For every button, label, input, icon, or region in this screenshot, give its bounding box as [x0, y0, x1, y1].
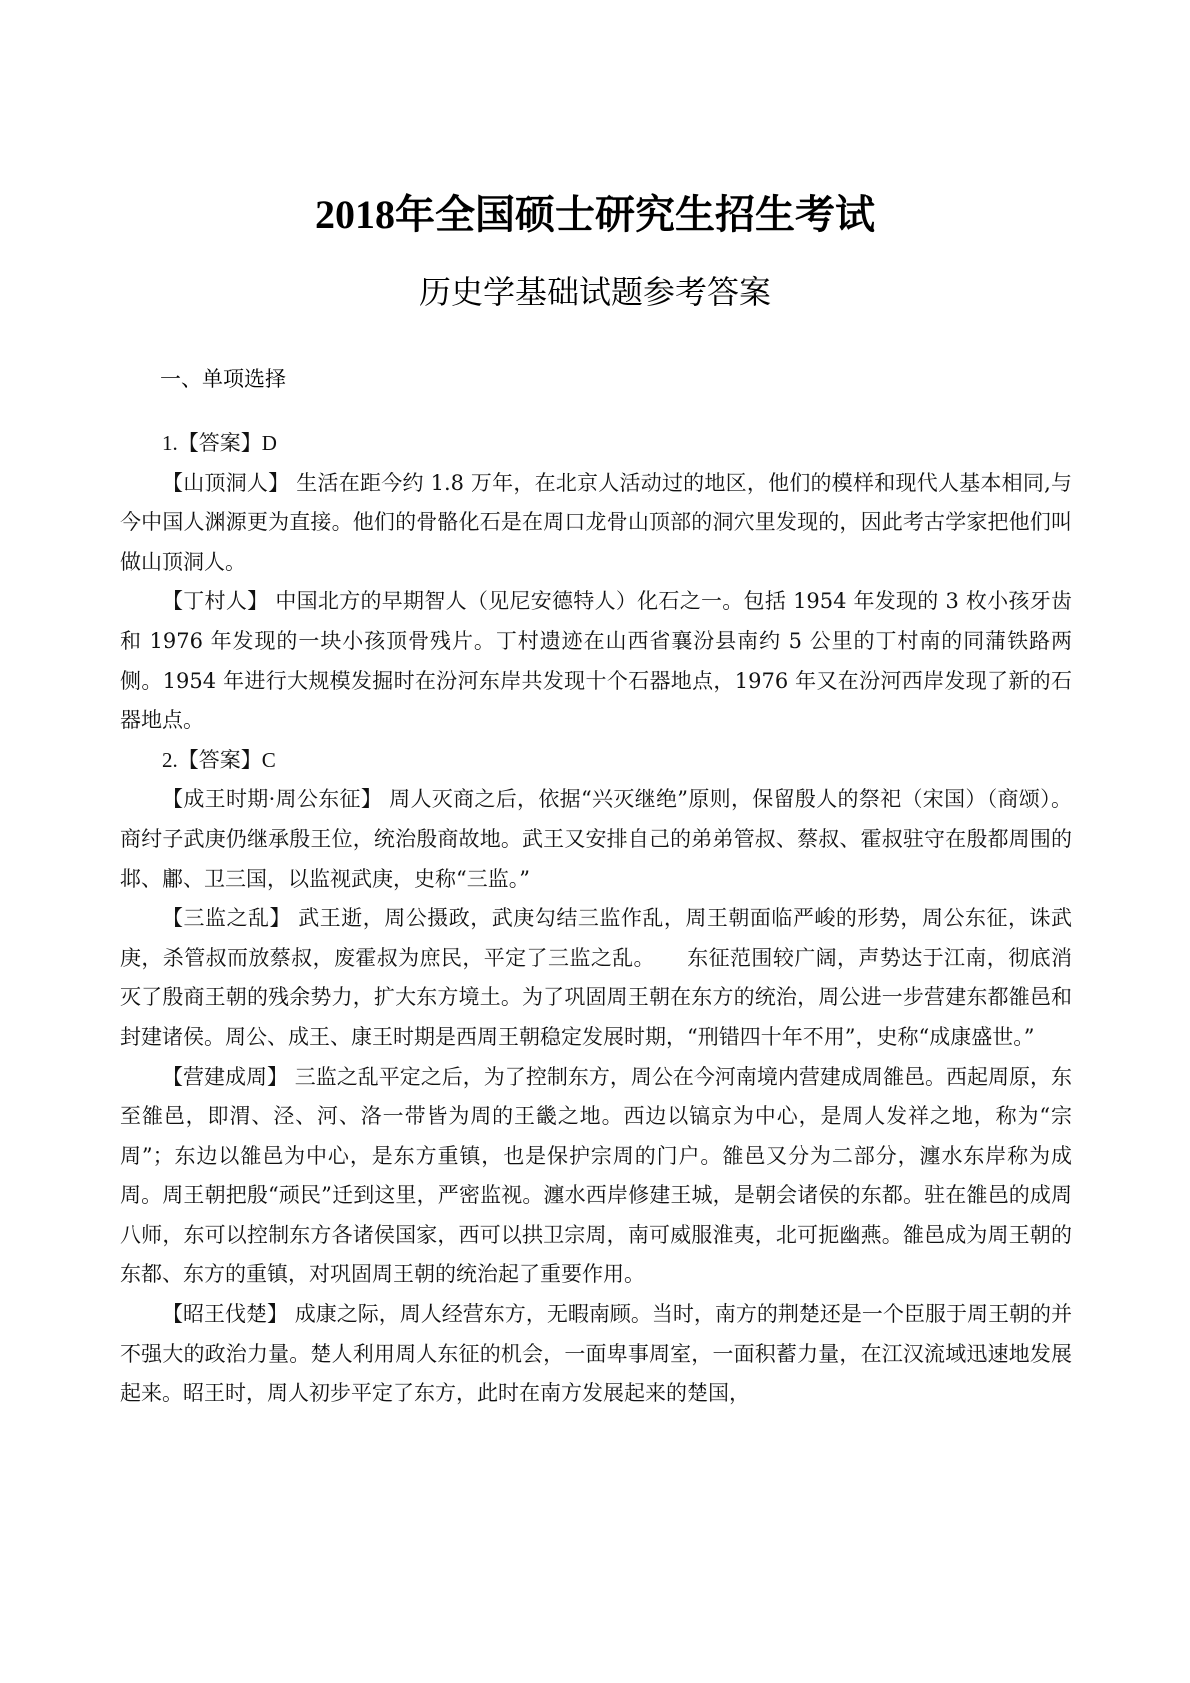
entry-paragraph	[120, 582, 1072, 740]
entry-text: 三监之乱平定之后，为了控制东方，周公在今河南境内营建成周雒邑。西起周原，东至雒邑，即渭、泾、河、洛一带皆为周的王畿之地。西边以镐京为中心，是周人发祥之地，称为“宗周”；东边以雒邑为中心，是东方重镇，也是保护宗周的门户。雒邑又分为二部分，瀍水东岸称为成周。周王朝把殷“顽民”迁到这里，严密监视。瀍水西岸修建王城，是朝会诸侯的东都。驻在雒邑的成周八师，东可以控制东方各诸侯国家，西可以拱卫宗周，南可威服淮夷，北可扼幽燕。雒邑成为周王朝的东都、东方的重镇，对巩固周王朝的统治起了重要作用。	[120, 1064, 1073, 1287]
document-body	[120, 424, 1072, 1414]
document-subtitle: 历史学基础试题参考答案	[418, 273, 771, 311]
entry-paragraph	[120, 464, 1072, 583]
entry-paragraph	[120, 780, 1072, 899]
entry-term: 【昭王伐楚】	[162, 1302, 289, 1327]
entry-text: 生活在距今约 1.8 万年，在北京人活动过的地区，他们的模样和现代人基本相同,与今中国人渊源更为直接。他们的骨骼化石是在周口龙骨山顶部的洞穴里发现的，因此考古学家把他们叫做山顶洞人。	[120, 470, 1072, 574]
entry-term: 【丁村人】	[162, 589, 269, 614]
entry-term: 【三监之乱】	[162, 906, 292, 931]
entry-paragraph	[120, 1058, 1072, 1296]
entry-text: 周人灭商之后，依据“兴灭继绝”原则，保留殷人的祭祀（宋国）（商颂）。商纣子武庚仍继承殷王位，统治殷商故地。武王又安排自己的弟弟管叔、蔡叔、霍叔驻守在殷都周围的邶、鄘、卫三国，以监视武庚，史称“三监。”	[120, 787, 1072, 891]
document-title: 2018年全国硕士研究生招生考试	[315, 192, 875, 237]
section-heading: 一、单项选择	[160, 367, 286, 391]
entry-text: 成康之际，周人经营东方，无暇南顾。当时，南方的荆楚还是一个臣服于周王朝的并不强大的政治力量。楚人利用周人东征的机会，一面卑事周室，一面积蓄力量，在江汉流域迅速地发展起来。昭王时，周人初步平定了东方，此时在南方发展起来的楚国，	[120, 1302, 1073, 1406]
entry-term: 【营建成周】	[162, 1064, 289, 1089]
entry-paragraph	[120, 899, 1072, 1057]
answer-line-q2: 2.【答案】C	[162, 747, 276, 772]
answer-line-q1: 1.【答案】D	[162, 431, 277, 455]
entry-paragraph	[120, 1295, 1072, 1414]
entry-term: 【山顶洞人】	[162, 470, 290, 495]
entry-term: 【成王时期·周公东征】	[162, 787, 383, 812]
entry-text: 武王逝，周公摄政，武庚勾结三监作乱，周王朝面临严峻的形势，周公东征，诛武庚，杀管叔而放蔡叔，废霍叔为庶民，平定了三监之乱。 东征范围较广阔，声势达于江南，彻底消灭了殷商王朝的残余势力，扩大东方境土。为了巩固周王朝在东方的统治，周公进一步营建东都雒邑和封建诸侯。周公、成王、康王时期是西周王朝稳定发展时期，“刑错四十年不用”，史称“成康盛世。”	[120, 906, 1072, 1049]
entry-text: 中国北方的早期智人（见尼安德特人）化石之一。包括 1954 年发现的 3 枚小孩牙齿和 1976 年发现的一块小孩顶骨残片。丁村遗迹在山西省襄汾县南约 5 公里的丁村南的同蒲铁路两侧。1954 年进行大规模发掘时在汾河东岸共发现十个石器地点，1976 年又在汾河西岸发现了新的石器地点。	[120, 589, 1072, 733]
